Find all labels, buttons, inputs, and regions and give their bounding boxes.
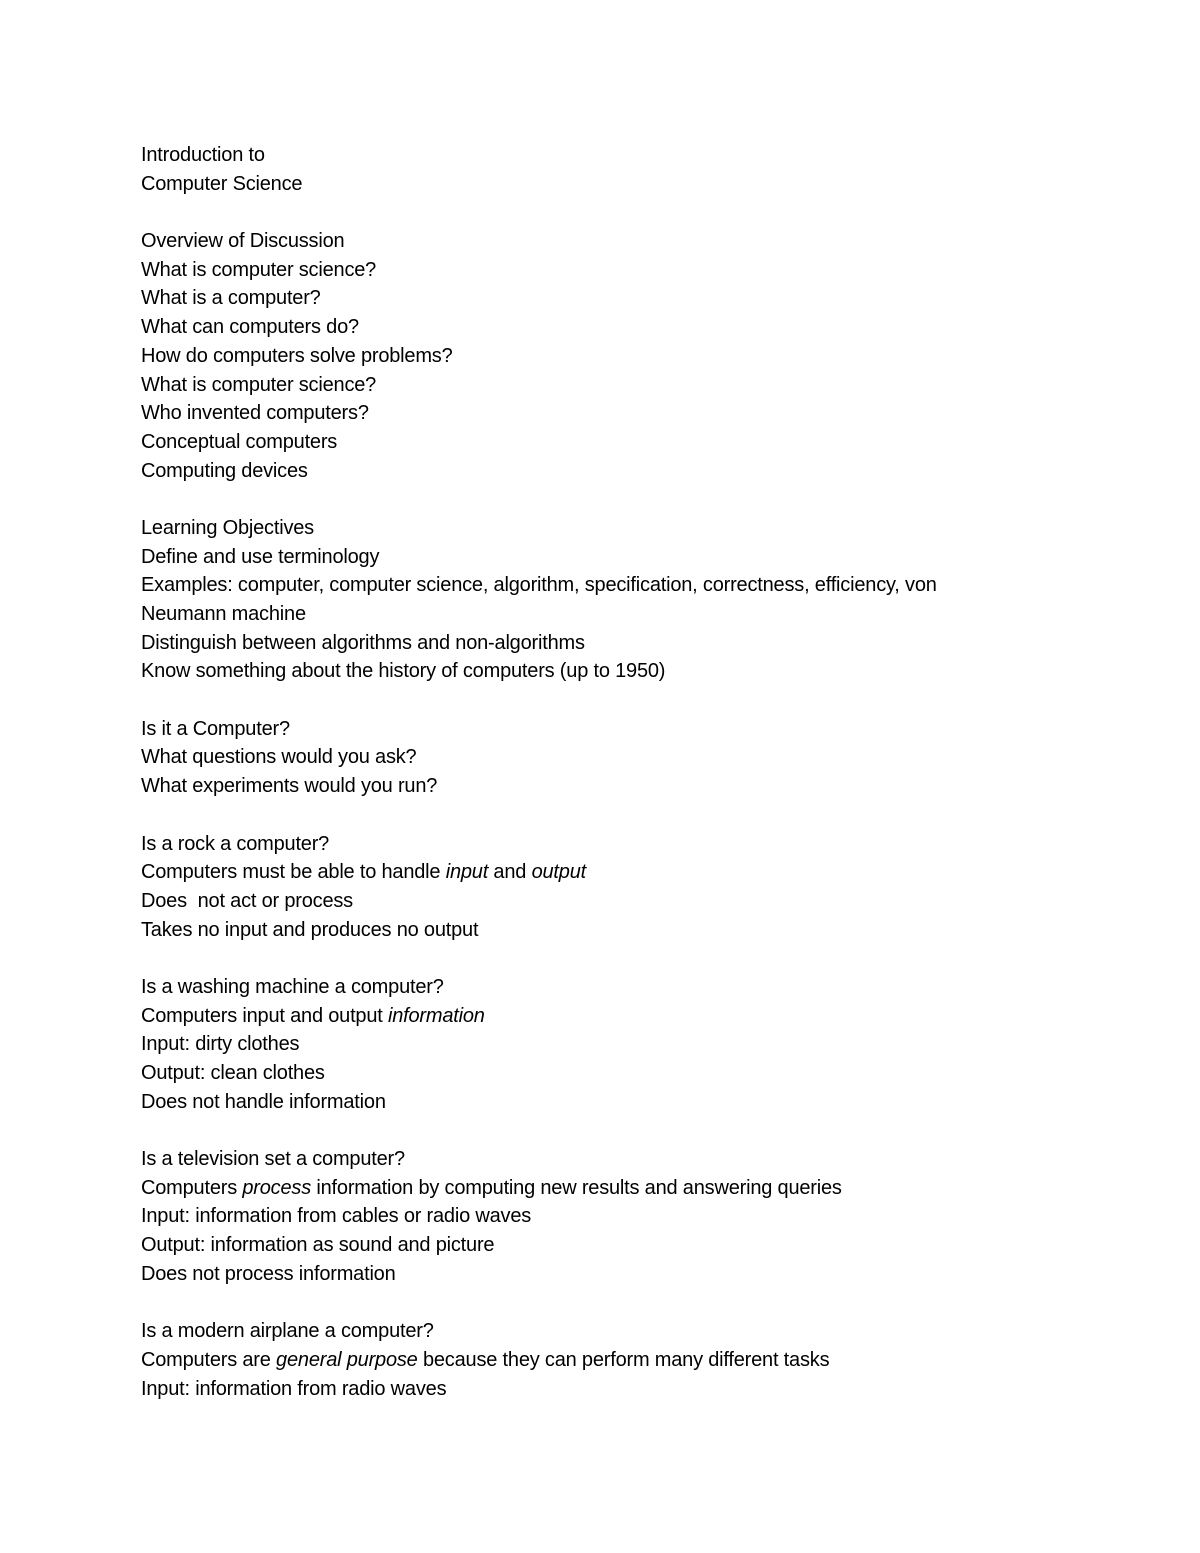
paragraph-gap bbox=[141, 485, 1141, 514]
title-line: Computer Science bbox=[141, 172, 303, 195]
text-line: Does not process information bbox=[141, 1262, 396, 1285]
paragraph-gap bbox=[141, 686, 1141, 715]
television-section bbox=[141, 1145, 1141, 1288]
text-line: Neumann machine bbox=[141, 603, 306, 625]
text-line: Distinguish between algorithms and non-algorithms bbox=[141, 631, 585, 654]
text-line: Input: information from cables or radio waves bbox=[141, 1205, 532, 1228]
text-line bbox=[141, 858, 1141, 887]
text-line: Output: clean clothes bbox=[141, 1062, 325, 1084]
text-line: What experiments would you run? bbox=[141, 775, 438, 798]
text-line: What questions would you ask? bbox=[141, 746, 417, 769]
airplane-section bbox=[141, 1317, 1141, 1403]
text-line: What is computer science? bbox=[141, 258, 377, 281]
text-line: How do computers solve problems? bbox=[141, 344, 453, 367]
italic-term: information bbox=[387, 1004, 485, 1027]
paragraph-gap bbox=[141, 198, 1141, 227]
is-it-a-computer-section bbox=[141, 715, 1141, 801]
text-line: Input: information from radio waves bbox=[141, 1377, 447, 1400]
title-line: Introduction to bbox=[141, 144, 265, 166]
text-line: Define and use terminology bbox=[141, 545, 380, 568]
text-line bbox=[141, 1002, 1141, 1031]
text-run: because they can perform many different tasks bbox=[417, 1348, 830, 1371]
text-run: Computers input and output bbox=[141, 1004, 388, 1027]
text-line: Takes no input and produces no output bbox=[141, 918, 479, 941]
italic-term: input bbox=[445, 861, 489, 884]
italic-term: process bbox=[242, 1176, 312, 1199]
text-line bbox=[141, 1346, 1141, 1375]
italic-term: output bbox=[531, 861, 586, 884]
text-line: Conceptual computers bbox=[141, 430, 338, 453]
section-heading: Is a washing machine a computer? bbox=[141, 975, 444, 998]
learning-objectives-section bbox=[141, 514, 1141, 686]
text-line bbox=[141, 1174, 1141, 1203]
text-line: Who invented computers? bbox=[141, 402, 369, 425]
text-run: and bbox=[488, 861, 532, 884]
section-heading: Overview of Discussion bbox=[141, 230, 345, 253]
paragraph-gap bbox=[141, 1289, 1141, 1318]
section-heading: Is a modern airplane a computer? bbox=[141, 1320, 434, 1343]
text-run: information by computing new results and answering queries bbox=[311, 1176, 842, 1199]
text-run: Computers bbox=[141, 1176, 243, 1199]
paragraph-gap bbox=[141, 801, 1141, 830]
text-line: Output: information as sound and picture bbox=[141, 1234, 495, 1257]
text-line: Examples: computer, computer science, algorithm, specification, correctness, efficiency, von bbox=[141, 574, 937, 597]
italic-term: general purpose bbox=[276, 1348, 418, 1371]
section-heading: Learning Objectives bbox=[141, 516, 314, 539]
text-line: Does not act or process bbox=[141, 889, 353, 912]
text-line: Computing devices bbox=[141, 459, 308, 482]
rock-section bbox=[141, 830, 1141, 945]
text-line: Does not handle information bbox=[141, 1090, 386, 1113]
section-heading: Is a rock a computer? bbox=[141, 832, 330, 855]
washing-machine-section bbox=[141, 973, 1141, 1116]
paragraph-gap bbox=[141, 1116, 1141, 1145]
paragraph-gap bbox=[141, 944, 1141, 973]
text-line: What is computer science? bbox=[141, 373, 377, 396]
overview-section bbox=[141, 227, 1141, 485]
section-heading: Is it a Computer? bbox=[141, 717, 290, 740]
text-line: What is a computer? bbox=[141, 287, 321, 310]
section-heading: Is a television set a computer? bbox=[141, 1148, 405, 1171]
text-line: Know something about the history of computers (up to 1950) bbox=[141, 660, 666, 683]
text-line: What can computers do? bbox=[141, 316, 359, 339]
text-line: Input: dirty clothes bbox=[141, 1033, 300, 1056]
document-page bbox=[141, 141, 1141, 1403]
text-run: Computers are bbox=[141, 1348, 277, 1371]
text-run: Computers must be able to handle bbox=[141, 861, 446, 884]
document-title bbox=[141, 141, 1141, 198]
